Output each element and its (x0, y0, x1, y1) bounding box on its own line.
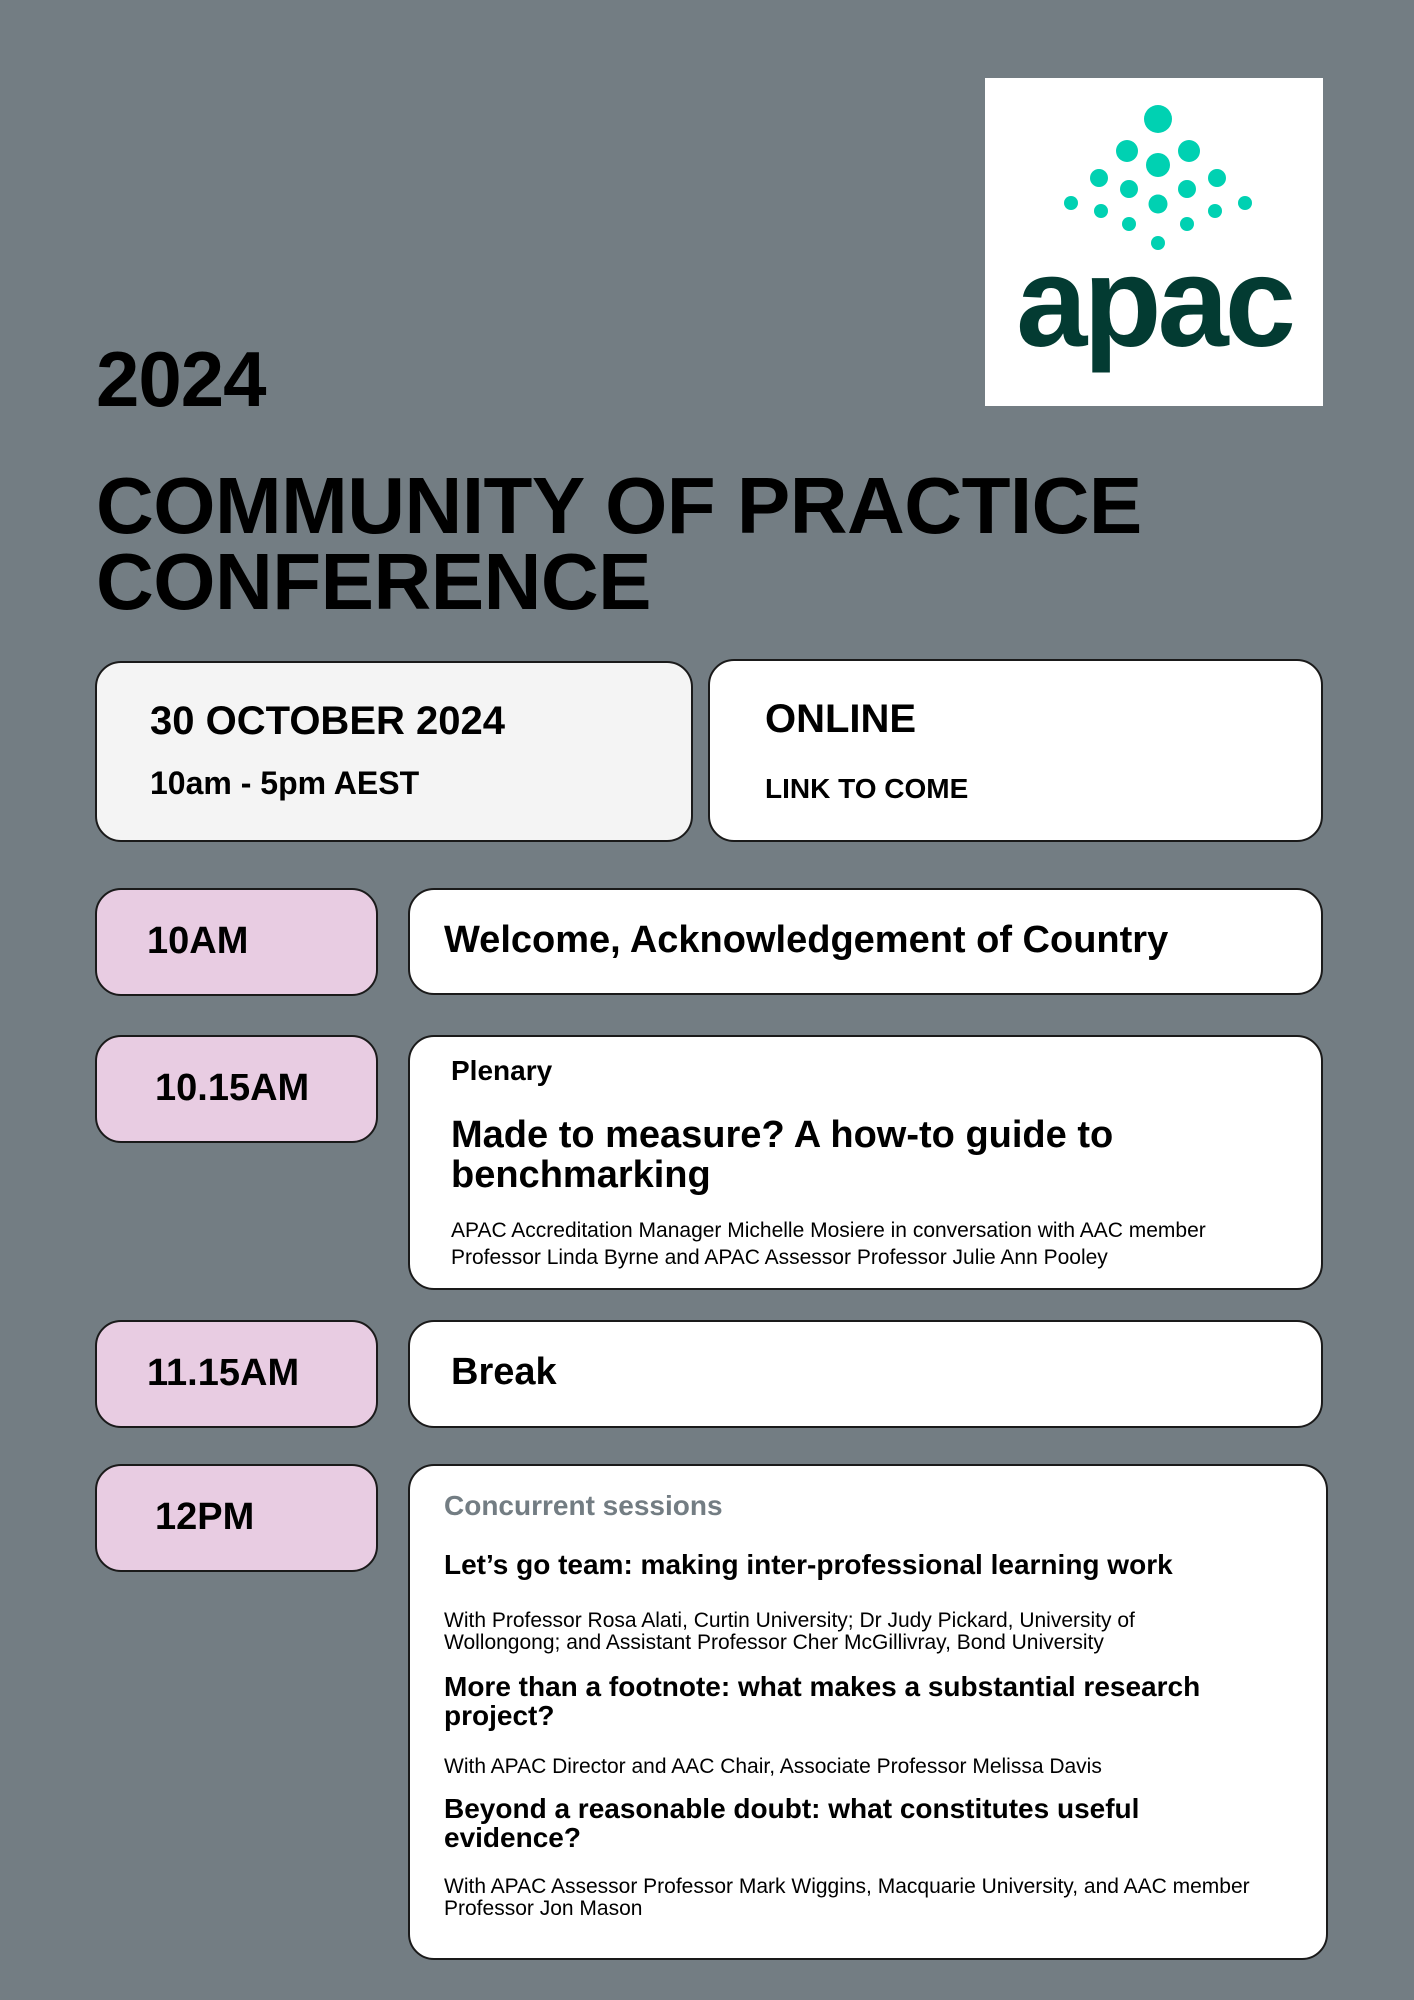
event-time: 10am - 5pm AEST (150, 765, 420, 801)
concurrent-session-title: Beyond a reasonable doubt: what constitutes useful evidence? (444, 1793, 1140, 1853)
link-note: LINK TO COME (765, 773, 969, 804)
event-location: ONLINE (765, 697, 917, 741)
event-year: 2024 (96, 335, 266, 423)
concurrent-session-presenters: With APAC Assessor Professor Mark Wiggins, Macquarie University, and AAC member Professor Jon Mason (444, 1875, 1250, 1920)
time-label: 10AM (147, 920, 249, 962)
title-line-1: COMMUNITY OF PRACTICE (96, 461, 1142, 550)
date-card (95, 661, 693, 842)
session-welcome (408, 888, 1323, 995)
session-type-label: Concurrent sessions (444, 1490, 723, 1521)
session-title: Welcome, Acknowledgement of Country (444, 919, 1169, 961)
time-pill-10am (95, 888, 378, 996)
page-title (96, 461, 1246, 626)
session-plenary (408, 1035, 1323, 1290)
session-description: APAC Accreditation Manager Michelle Mosiere in conversation with AAC member Professor Linda Byrne and APAC Assessor Professor Julie Ann Pooley (451, 1219, 1206, 1269)
time-pill-12pm (95, 1464, 378, 1572)
session-type-label: Plenary (451, 1055, 553, 1086)
time-pill-1115am (95, 1320, 378, 1428)
time-pill-1015am (95, 1035, 378, 1143)
session-title: Made to measure? A how-to guide to benchmarking (451, 1114, 1114, 1196)
location-card (708, 659, 1323, 842)
time-label: 12PM (155, 1496, 255, 1538)
time-label: 11.15AM (147, 1352, 300, 1394)
svg-text:apac: apac (1016, 231, 1292, 374)
concurrent-session-title: Let’s go team: making inter-professional learning work (444, 1549, 1173, 1580)
session-break (408, 1320, 1323, 1428)
session-concurrent (408, 1464, 1328, 1960)
title-line-2: CONFERENCE (96, 537, 652, 626)
apac-logo (985, 78, 1323, 406)
concurrent-session-title: More than a footnote: what makes a substantial research project? (444, 1671, 1201, 1731)
concurrent-session-presenters: With APAC Director and AAC Chair, Associate Professor Melissa Davis (444, 1755, 1102, 1778)
event-date: 30 OCTOBER 2024 (150, 699, 505, 743)
session-title: Break (451, 1351, 557, 1393)
time-label: 10.15AM (155, 1067, 310, 1109)
dot-diamond-icon (985, 78, 1323, 406)
concurrent-session-presenters: With Professor Rosa Alati, Curtin University; Dr Judy Pickard, University of Wollongong; and Assistant Professor Cher McGillivray, Bond University (444, 1609, 1135, 1654)
